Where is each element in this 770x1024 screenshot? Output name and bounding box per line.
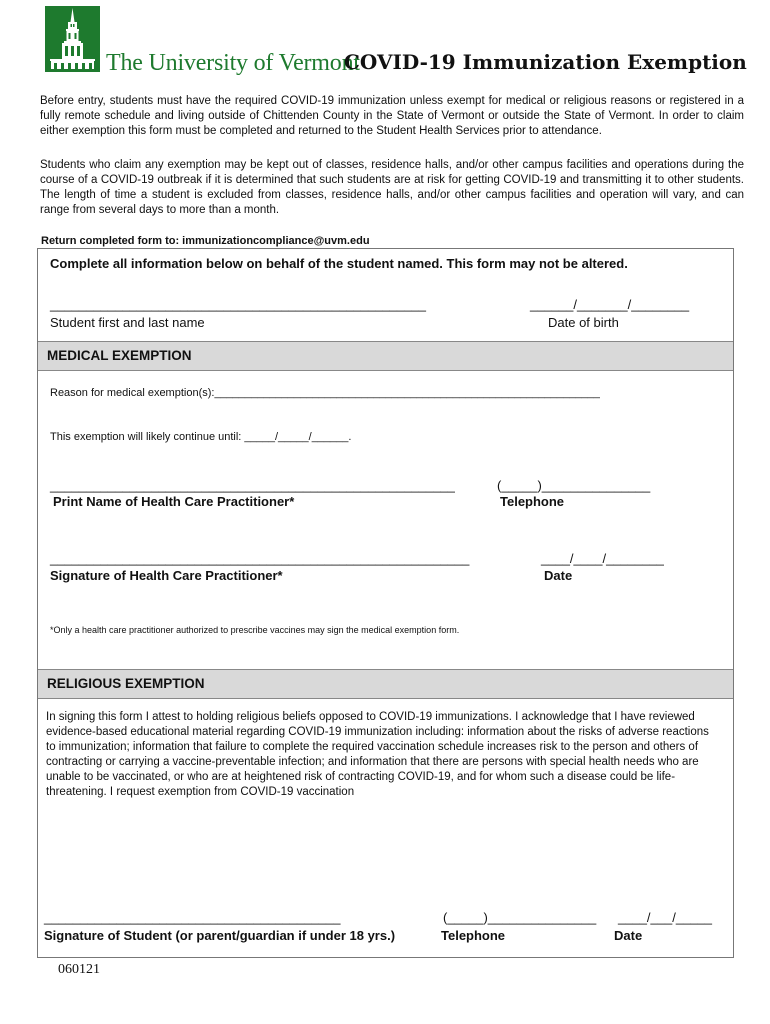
student-signature-field[interactable]: _________________________________________ (44, 910, 341, 925)
medical-date-field[interactable]: ____/____/________ (541, 551, 664, 566)
document-title: COVID-19 Immunization Exemption (344, 50, 747, 74)
practitioner-telephone-label: Telephone (500, 494, 565, 509)
practitioner-telephone-field[interactable]: (_____)_______________ (497, 478, 651, 493)
intro-paragraph-2: Students who claim any exemption may be kept out of classes, residence halls, and/or other campus facilities and operations during the course of a COVID-19 outbreak if it is determined that such students are at risk for getting COVID-19 and transmitting it to other students. The length of time a student is excluded from classes, residence halls, and/or other campus facilities and operation will vary, and can range from several days to more than a month. (40, 159, 744, 216)
practitioner-signature-field[interactable]: __________________________________________________________ (50, 551, 470, 566)
practitioner-name-field[interactable]: ________________________________________________________ (50, 478, 455, 493)
medical-reason-field[interactable]: Reason for medical exemption(s):_______________________________________________________________ (50, 387, 600, 399)
university-logo-building-icon (45, 6, 100, 72)
religious-statement: In signing this form I attest to holding religious beliefs opposed to COVID-19 immunizations. I acknowledge that I have reviewed evidence-based educational material regarding COVID-19 immunization including: information about the risks of adverse reactions to immunization; information that failure to complete the required vaccination schedule increases risk to the person and others of contracting or carrying a vaccine-preventable infection; and information that there are persons with special health needs who are unable to be vaccinated, or who are at heightened risk of contracting COVID-19, and for whom such a disease could be life-threatening. I request exemption from COVID-19 vaccination (46, 711, 709, 798)
religious-exemption-header (38, 669, 733, 699)
student-telephone-label: Telephone (441, 928, 506, 943)
date-of-birth-field[interactable]: ______/_______/________ (530, 297, 690, 312)
practitioner-signature-label: Signature of Health Care Practitioner* (50, 568, 283, 583)
return-instructions: Return completed form to: immunizationcompliance@uvm.edu (41, 235, 370, 247)
student-date-field[interactable]: ____/___/_____ (618, 910, 712, 925)
student-date-label: Date (614, 928, 643, 943)
religious-exemption-title: RELIGIOUS EXEMPTION (47, 676, 205, 691)
exemption-end-date-field[interactable]: This exemption will likely continue until: _____/_____/______. (50, 431, 352, 443)
university-name: The University of Vermont (106, 50, 360, 76)
student-name-field[interactable]: ____________________________________________________ (50, 297, 426, 312)
student-name-label: Student first and last name (50, 315, 205, 330)
medical-exemption-header (38, 341, 733, 371)
practitioner-name-label: Print Name of Health Care Practitioner* (53, 494, 295, 509)
intro-paragraph-1: Before entry, students must have the required COVID-19 immunization unless exempt for medical or religious reasons or registered in a fully remote schedule and living outside of Chittenden County in the State of Vermont or outside the State of Vermont. In order to claim either exemption this form must be completed and returned to the Student Health Services prior to attendance. (40, 95, 744, 137)
medical-exemption-title: MEDICAL EXEMPTION (47, 348, 192, 363)
form-version-code: 060121 (58, 962, 100, 977)
date-of-birth-label: Date of birth (548, 315, 619, 330)
student-signature-label: Signature of Student (or parent/guardian if under 18 yrs.) (44, 928, 396, 943)
form-instruction: Complete all information below on behalf of the student named. This form may not be altered. (50, 256, 628, 271)
medical-date-label: Date (544, 568, 573, 583)
student-telephone-field[interactable]: (_____)_______________ (443, 910, 597, 925)
practitioner-footnote: *Only a health care practitioner authorized to prescribe vaccines may sign the medical exemption form. (50, 625, 460, 635)
